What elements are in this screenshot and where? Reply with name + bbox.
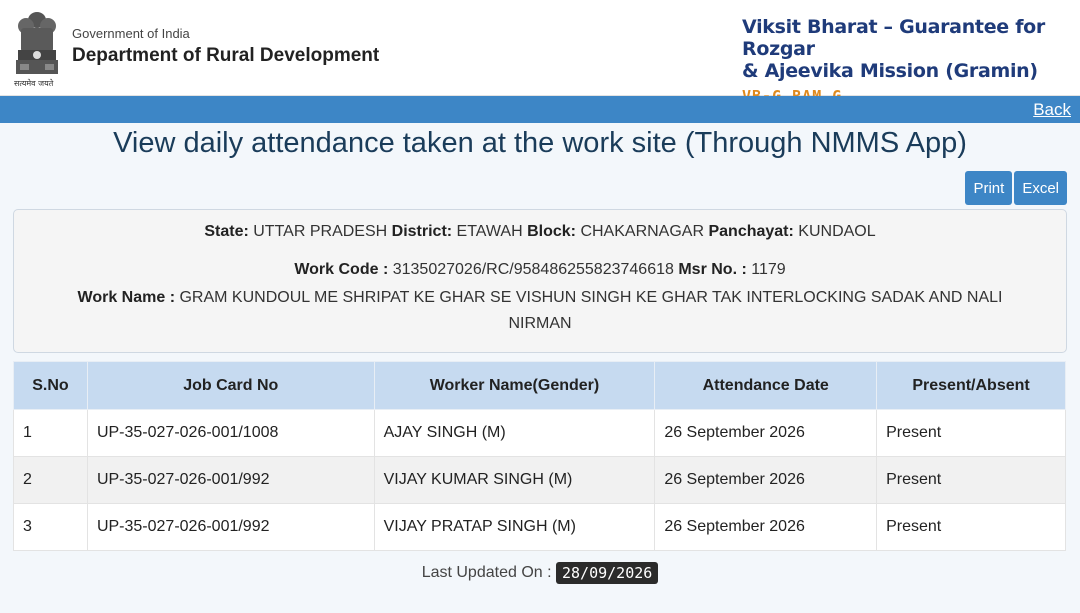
emblem-caption: सत्यमेव जयते [14,79,54,88]
state-value: UTTAR PRADESH [253,223,388,240]
site-header [0,0,1080,96]
work-name-label: Work Name : [77,289,176,306]
print-button[interactable]: Print [965,171,1012,205]
cell-sno: 2 [14,457,88,504]
cell-job-card: UP-35-027-026-001/1008 [87,410,374,457]
state-label: State: [204,223,249,240]
msr-label: Msr No. : [678,261,747,278]
column-header-sno: S.No [14,362,88,410]
excel-button[interactable]: Excel [1014,171,1067,205]
department-name: Department of Rural Development [72,45,380,66]
work-info-panel [13,209,1067,353]
column-header-worker-name: Worker Name(Gender) [374,362,655,410]
cell-job-card: UP-35-027-026-001/992 [87,504,374,551]
cell-status: Present [877,504,1066,551]
scheme-logo [742,16,1080,105]
panchayat-value: KUNDAOL [798,223,876,240]
back-link[interactable]: Back [1033,100,1071,119]
cell-status: Present [877,410,1066,457]
page-title: View daily attendance taken at the work site (Through NMMS App) [113,127,967,159]
cell-status: Present [877,457,1066,504]
cell-worker-name: AJAY SINGH (M) [374,410,655,457]
nav-bar [0,96,1080,123]
last-updated-date: 28/09/2026 [556,562,658,584]
location-line [14,223,1066,241]
work-name-line [14,285,1066,337]
last-updated-label: Last Updated On : [421,564,552,582]
table-row [14,410,1066,457]
scheme-title-line1: Viksit Bharat – Guarantee for Rozgar [742,16,1045,60]
cell-sno: 1 [14,410,88,457]
column-header-job-card: Job Card No [87,362,374,410]
work-name-value: GRAM KUNDOUL ME SHRIPAT KE GHAR SE VISHUN SINGH KE GHAR TAK INTERLOCKING SADAK AND NALI NIRMAN [179,289,1003,332]
scheme-title-line2: & Ajeevika Mission (Gramin) [742,60,1038,82]
district-value: ETAWAH [456,223,523,240]
ministry-title [72,26,379,67]
last-updated [0,562,1080,584]
table-row [14,504,1066,551]
column-header-attendance-date: Attendance Date [655,362,877,410]
national-emblem-icon [12,6,62,90]
work-code-line [14,261,1066,279]
work-code-label: Work Code : [294,261,389,278]
gov-subtitle: Government of India [72,26,190,41]
msr-value: 1179 [751,261,786,278]
cell-sno: 3 [14,504,88,551]
work-code-value: 3135027026/RC/958486255823746618 [392,261,674,278]
export-actions [965,171,1067,205]
attendance-table [13,361,1066,551]
cell-attendance-date: 26 September 2026 [655,504,877,551]
cell-worker-name: VIJAY KUMAR SINGH (M) [374,457,655,504]
cell-job-card: UP-35-027-026-001/992 [87,457,374,504]
block-label: Block: [527,223,576,240]
table-header-row [14,362,1066,410]
cell-attendance-date: 26 September 2026 [655,410,877,457]
cell-worker-name: VIJAY PRATAP SINGH (M) [374,504,655,551]
panchayat-label: Panchayat: [708,223,794,240]
block-value: CHAKARNAGAR [580,223,705,240]
table-row [14,457,1066,504]
district-label: District: [391,223,453,240]
column-header-present-absent: Present/Absent [877,362,1066,410]
cell-attendance-date: 26 September 2026 [655,457,877,504]
